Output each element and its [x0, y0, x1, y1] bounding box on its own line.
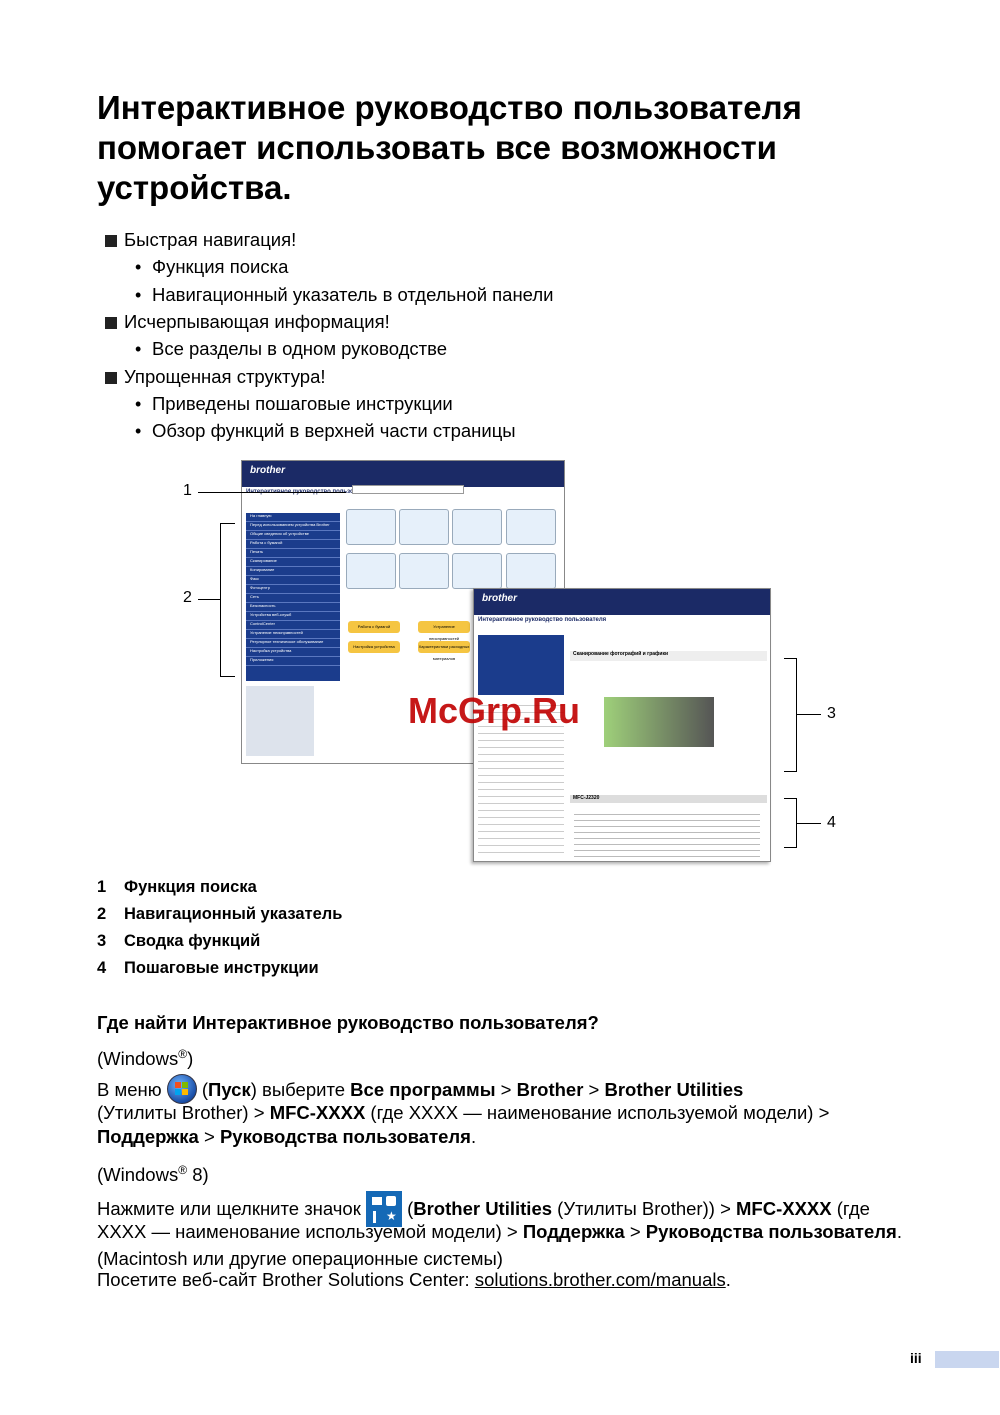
page-number: iii	[910, 1350, 922, 1366]
windows8-instructions-line1: Нажмите или щелкните значок ★ (Brother Utilities (Утилиты Brother)) > MFC-XXXX (где	[97, 1191, 870, 1227]
feature-subitem: Приведены пошаговые инструкции	[152, 393, 453, 414]
windows-instructions-line1: В меню (Пуск) выберите Все программы > Brother > Brother Utilities	[97, 1074, 743, 1104]
screenshot-step-header: MFC-J2320	[570, 795, 767, 803]
screenshot-search-box	[352, 485, 464, 494]
watermark: McGrp.Ru	[408, 690, 581, 731]
screenshot-heading: Сканирование фотографий и графики	[570, 651, 767, 661]
screenshot-banners	[246, 686, 314, 756]
guide-screenshot-main: brother На главную Перед использованием устройства Brother Общие сведения об устройстве Работа с бумагой Печать Сканирование Копирование Факс Фотоцентр Сеть Безопасность Устройства веб-служб ControlCenter Устранение неисправностей Регулярное техническое обслуживание Настройка устройства Приложения Работа с бумагой Устранение неисправностей Настройка устройства Характеристики расходных материалов	[241, 460, 565, 764]
feature-item: Быстрая навигация!	[124, 229, 297, 250]
screenshot-nav: На главную Перед использованием устройства Brother Общие сведения об устройстве Работа с бумагой Печать Сканирование Копирование Факс Фотоцентр Сеть Безопасность Устройства веб-служб ControlCenter Устранение неисправностей Регулярное техническое обслуживание Настройка устройства Приложения	[246, 513, 340, 681]
page-title: Интерактивное руководство пользователя помогает использовать все возможности устройства.	[97, 89, 802, 206]
feature-item: Упрощенная структура!	[124, 366, 326, 387]
bullet-icon: •	[135, 421, 142, 441]
square-bullet-icon	[105, 317, 117, 329]
callout-number: 4	[827, 814, 836, 831]
brand-logo: brother	[250, 465, 285, 476]
feature-item: Исчерпывающая информация!	[124, 311, 390, 332]
square-bullet-icon	[105, 235, 117, 247]
caption-item: 4 Пошаговые инструкции	[97, 959, 319, 977]
windows-instructions-line2: (Утилиты Brother) > MFC-XXXX (где XXXX — наименование используемой модели) >	[97, 1102, 830, 1123]
mac-label: (Macintosh или другие операционные системы)	[97, 1248, 503, 1269]
square-bullet-icon	[105, 372, 117, 384]
feature-subitem: Обзор функций в верхней части страницы	[152, 420, 516, 441]
callout-number: 1	[183, 482, 192, 499]
page-tab-bar	[935, 1351, 999, 1368]
section-heading: Где найти Интерактивное руководство пользователя?	[97, 1012, 599, 1033]
bullet-icon: •	[135, 339, 142, 359]
brand-logo: brother	[482, 593, 517, 604]
callout-number: 2	[183, 589, 192, 606]
windows-label: (Windows®)	[97, 1047, 194, 1070]
caption-item: 2 Навигационный указатель	[97, 905, 343, 923]
windows8-label: (Windows® 8)	[97, 1163, 209, 1186]
feature-subitem: Все разделы в одном руководстве	[152, 338, 448, 359]
bullet-icon: •	[135, 285, 142, 305]
bullet-icon: •	[135, 394, 142, 414]
windows-instructions-line3: Поддержка > Руководства пользователя.	[97, 1126, 477, 1147]
screenshot-nav	[478, 635, 564, 695]
solutions-center-link[interactable]: solutions.brother.com/manuals	[474, 1269, 726, 1290]
visit-line: Посетите веб-сайт Brother Solutions Center: solutions.brother.com/manuals.	[97, 1269, 731, 1290]
brother-utilities-icon: ★	[366, 1191, 402, 1227]
caption-item: 3 Сводка функций	[97, 932, 261, 950]
screenshot-title: Интерактивное руководство пользователя	[478, 617, 607, 623]
callout-number: 3	[827, 705, 836, 722]
feature-subitem: Навигационный указатель в отдельной панели	[152, 284, 554, 305]
windows8-instructions-line2: XXXX — наименование используемой модели) > Поддержка > Руководства пользователя.	[97, 1221, 902, 1242]
feature-subitem: Функция поиска	[152, 256, 289, 277]
bullet-icon: •	[135, 257, 142, 277]
windows-start-icon	[167, 1074, 197, 1104]
caption-item: 1 Функция поиска	[97, 878, 257, 896]
